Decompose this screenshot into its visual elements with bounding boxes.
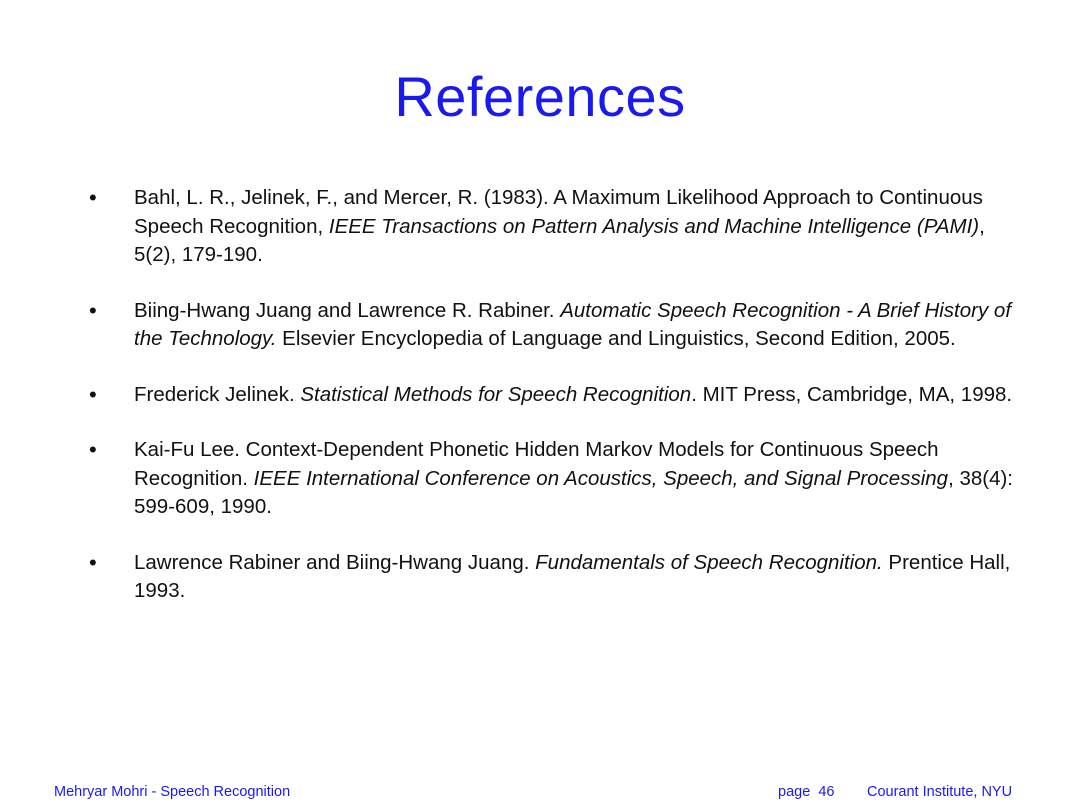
reference-italic-title: IEEE International Conference on Acoustics, Speech, and Signal Processing xyxy=(253,466,949,490)
reference-text: Bahl, L. R., Jelinek, F., and Mercer, R. (1983). A Maximum Likelihood Approach to Continuous Speech Recognition, xyxy=(134,186,983,238)
reference-italic-title: Statistical Methods for Speech Recognition xyxy=(300,382,692,406)
reference-text-tail: . MIT Press, Cambridge, MA, 1998. xyxy=(691,382,1013,406)
reference-item-5 xyxy=(0,549,1080,606)
footer-author: Mehryar Mohri - Speech Recognition xyxy=(54,784,291,800)
reference-item-4 xyxy=(0,436,1080,522)
reference-item-1 xyxy=(0,184,1080,270)
bullet-icon: • xyxy=(89,297,97,323)
reference-text-tail: , 38(4): 599-609, 1990. xyxy=(134,466,1014,518)
reference-item-2 xyxy=(0,297,1080,354)
reference-text: Biing-Hwang Juang and Lawrence R. Rabiner. xyxy=(134,298,561,322)
reference-italic-title: Fundamentals of Speech Recognition. xyxy=(535,550,883,574)
footer-page-number: page 46 xyxy=(778,784,835,800)
reference-item-3 xyxy=(0,381,1080,410)
reference-text-tail: Elsevier Encyclopedia of Language and Linguistics, Second Edition, 2005. xyxy=(276,327,956,350)
reference-text: Kai-Fu Lee. Context-Dependent Phonetic Hidden Markov Models for Continuous Speech Recognition. xyxy=(134,438,939,490)
reference-list xyxy=(0,184,1080,633)
bullet-icon: • xyxy=(89,549,97,575)
slide-title: References xyxy=(394,65,686,128)
reference-text-tail: , 5(2), 179-190. xyxy=(134,214,985,266)
reference-text-tail: Prentice Hall, 1993. xyxy=(134,550,1011,602)
reference-text: Frederick Jelinek. xyxy=(134,382,301,406)
footer-institution: Courant Institute, NYU xyxy=(867,784,1013,800)
bullet-icon: • xyxy=(89,185,97,210)
bullet-icon: • xyxy=(89,381,97,407)
reference-italic-title: Automatic Speech Recognition - A Brief History of the Technology. xyxy=(134,298,1012,350)
bullet-icon: • xyxy=(89,437,97,462)
reference-text: Lawrence Rabiner and Biing-Hwang Juang. xyxy=(134,550,536,574)
reference-italic-title: IEEE Transactions on Pattern Analysis and Machine Intelligence (PAMI) xyxy=(328,214,980,238)
